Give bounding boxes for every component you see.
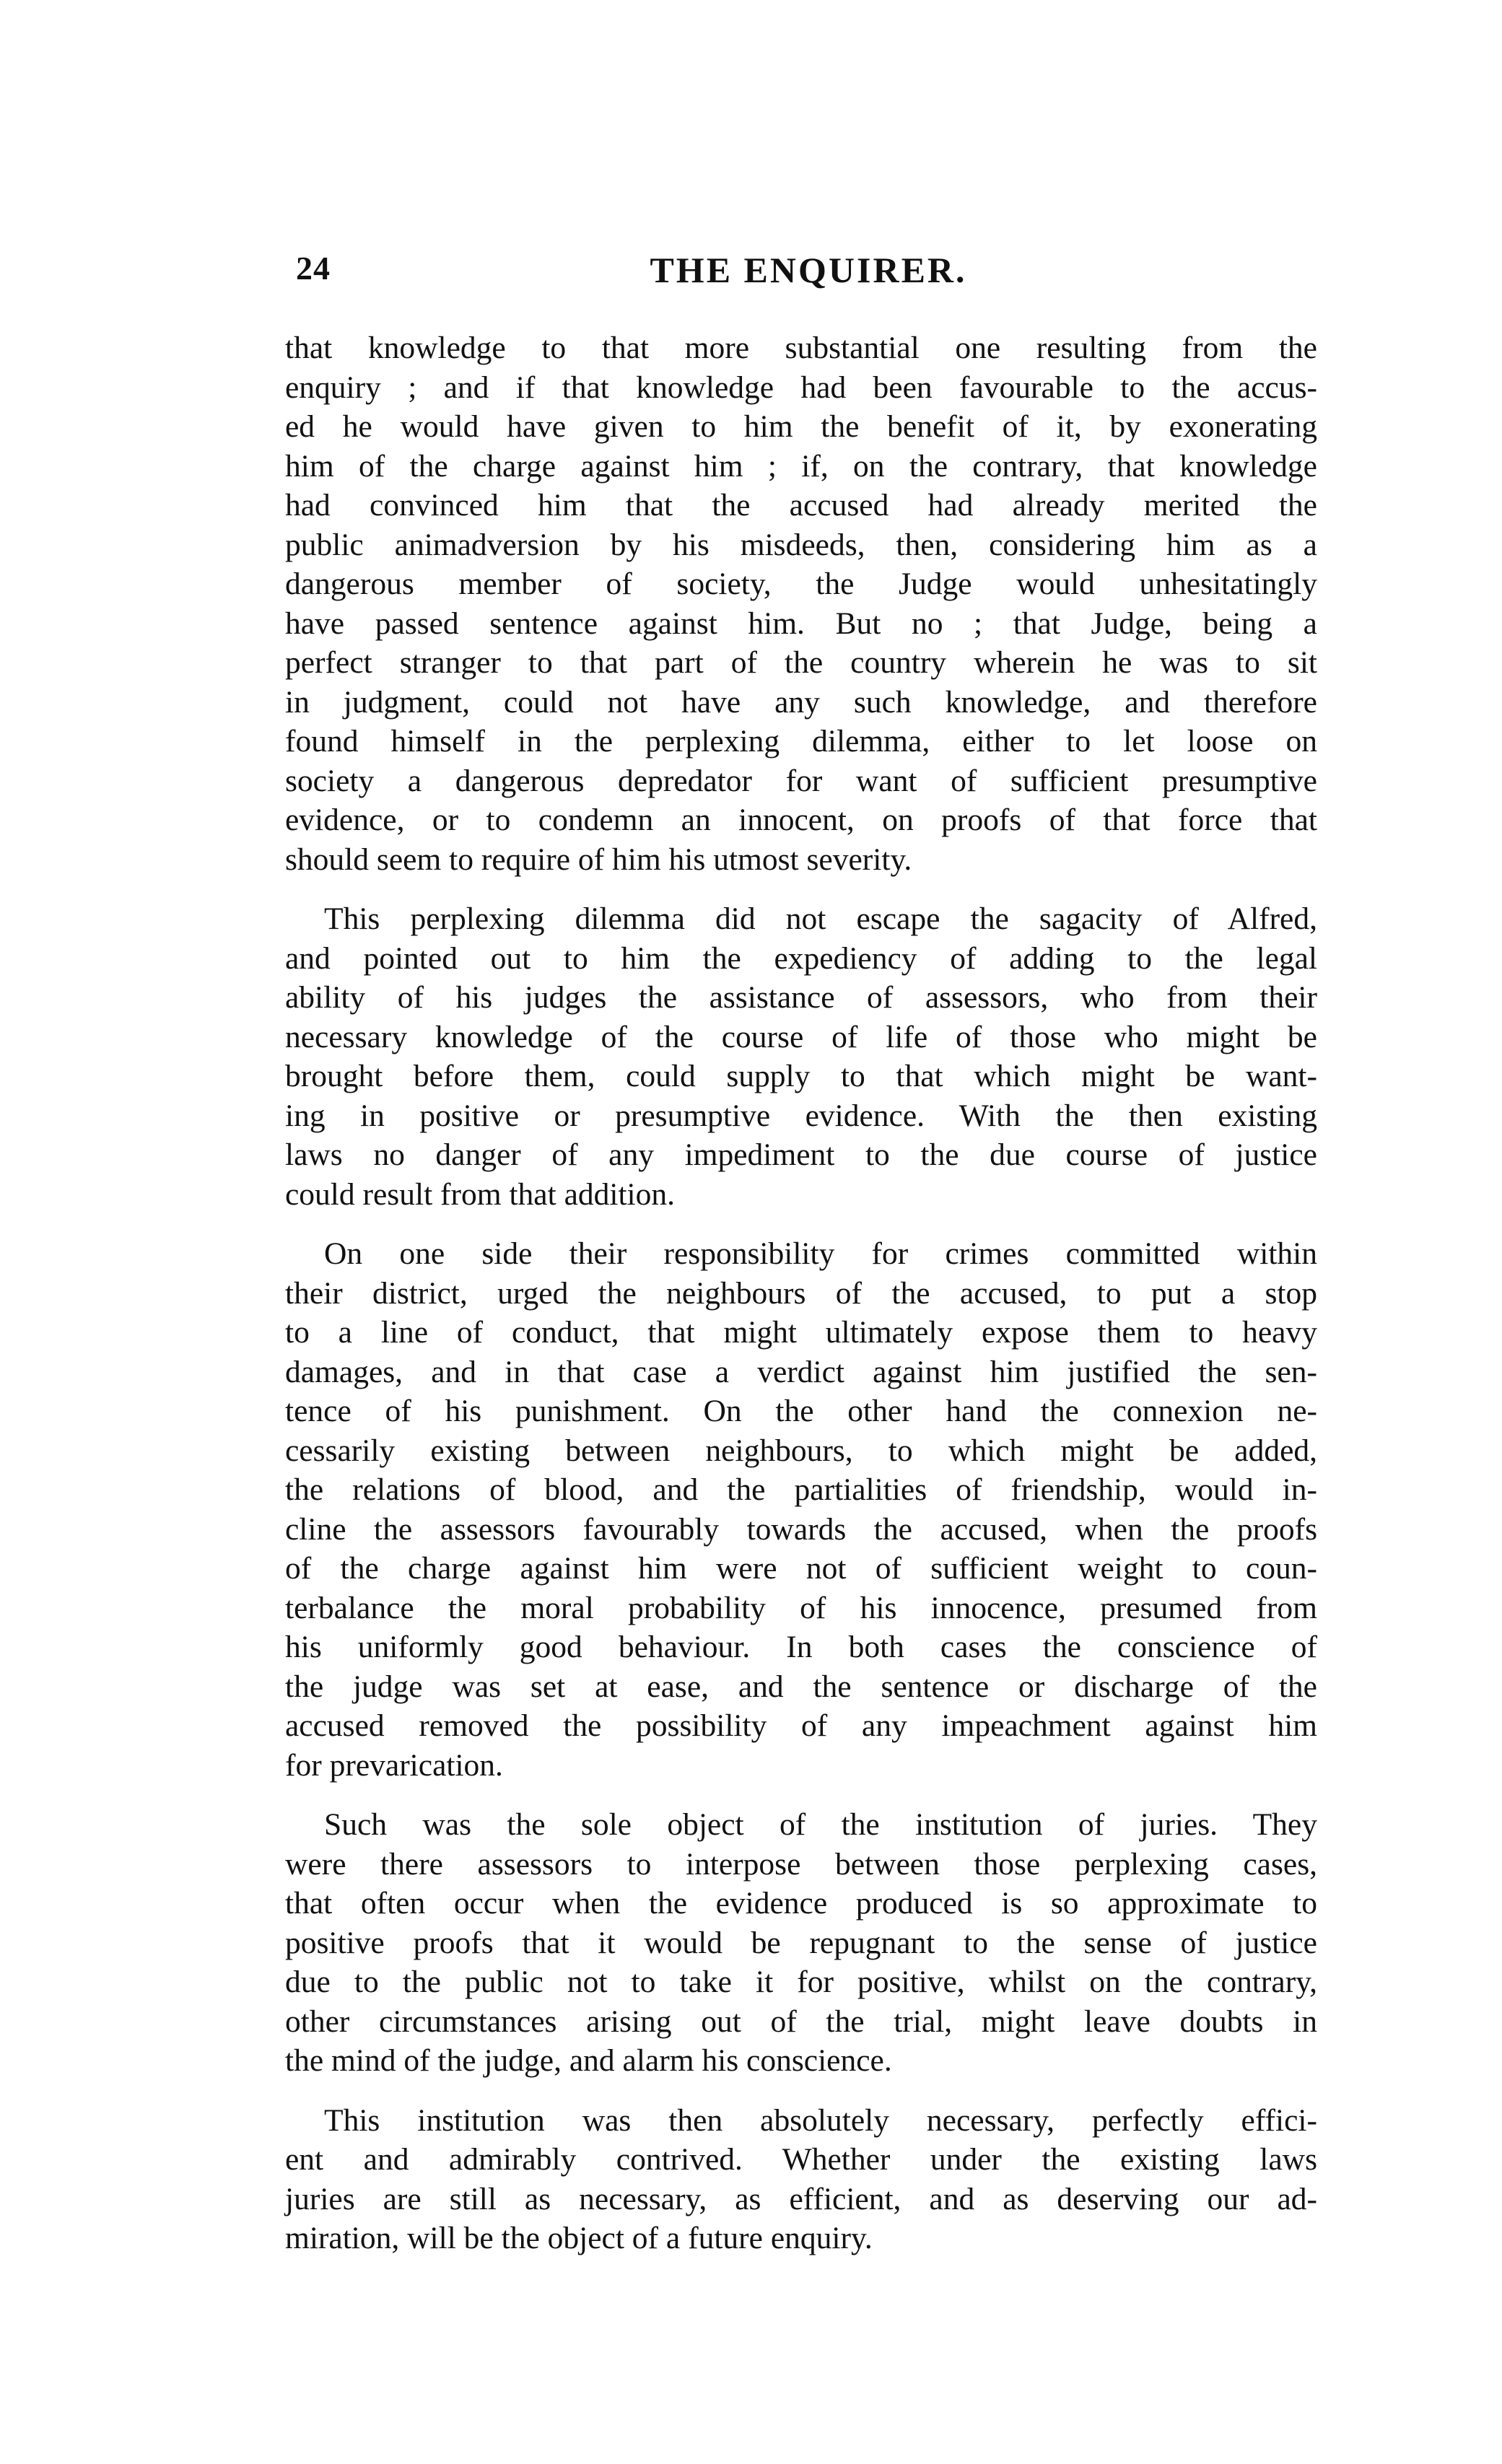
text-line — [285, 2101, 1317, 2141]
line-text: juries are still as necessary, as efficient, and as deserving our ad- — [285, 2181, 1317, 2216]
line-text: positive proofs that it would be repugnant to the sense of justice — [285, 1925, 1317, 1960]
text-line — [285, 1923, 1317, 1963]
line-text: evidence, or to condemn an innocent, on proofs of that force that — [285, 803, 1317, 837]
line-text: the relations of blood, and the partialities of friendship, would in- — [285, 1472, 1317, 1507]
text-line — [285, 722, 1317, 761]
text-line — [285, 1510, 1317, 1550]
line-text: should seem to require of him his utmost severity. — [285, 842, 912, 877]
text-line — [285, 564, 1317, 604]
text-line — [285, 1470, 1317, 1510]
text-line — [285, 1805, 1317, 1845]
line-text: found himself in the perplexing dilemma, either to let loose on — [285, 724, 1317, 759]
line-text: accused removed the possibility of any impeachment against him — [285, 1708, 1317, 1743]
line-text: that often occur when the evidence produced is so approximate to — [285, 1886, 1317, 1921]
text-line — [285, 1845, 1317, 1884]
line-text: ed he would have given to him the benefit of it, by exonerating — [285, 409, 1317, 444]
line-text: of the charge against him were not of sufficient weight to coun- — [285, 1551, 1317, 1586]
line-text: On one side their responsibility for crimes committed within — [324, 1236, 1317, 1271]
paragraph — [285, 2101, 1317, 2258]
line-text: were there assessors to interpose between those perplexing cases, — [285, 1846, 1317, 1882]
text-line — [285, 2002, 1317, 2042]
text-line — [285, 368, 1317, 408]
text-line — [285, 1884, 1317, 1923]
line-text: could result from that addition. — [285, 1176, 676, 1212]
text-line — [285, 1628, 1317, 1667]
text-line — [285, 1096, 1317, 1136]
paragraph — [285, 328, 1317, 879]
line-text: in judgment, could not have any such knowledge, and therefore — [285, 684, 1317, 720]
line-text: for prevarication. — [285, 1747, 503, 1783]
line-text: ent and admirably contrived. Whether under the existing laws — [285, 2142, 1317, 2177]
line-text: have passed sentence against him. But no ; that Judge, being a — [285, 606, 1317, 641]
line-text: society a dangerous depredator for want of sufficient presumptive — [285, 763, 1317, 798]
line-text: their district, urged the neighbours of the accused, to put a stop — [285, 1275, 1317, 1311]
line-text: ing in positive or presumptive evidence. With the then existing — [285, 1098, 1317, 1133]
text-line — [285, 1589, 1317, 1628]
text-line — [285, 2140, 1317, 2180]
text-line — [285, 1746, 1317, 1786]
line-text: laws no danger of any impediment to the due course of justice — [285, 1137, 1317, 1172]
line-text: had convinced him that the accused had already merited the — [285, 488, 1317, 523]
text-line — [285, 1274, 1317, 1314]
line-text: due to the public not to take it for positive, whilst on the contrary, — [285, 1965, 1317, 1999]
text-line — [285, 1313, 1317, 1353]
line-text: his uniformly good behaviour. In both cases the conscience of — [285, 1630, 1317, 1664]
paragraph — [285, 1805, 1317, 2081]
text-line — [285, 2041, 1317, 2081]
line-text: dangerous member of society, the Judge would unhesitatingly — [285, 567, 1317, 601]
text-line — [285, 1549, 1317, 1589]
text-line — [285, 328, 1317, 368]
line-text: and pointed out to him the expediency of adding to the legal — [285, 940, 1317, 976]
line-text: cline the assessors favourably towards the accused, when the proofs — [285, 1511, 1317, 1547]
paragraph — [285, 899, 1317, 1214]
text-line — [285, 1392, 1317, 1431]
line-text: damages, and in that case a verdict against him justified the sen- — [285, 1354, 1317, 1389]
line-text: ability of his judges the assistance of assessors, who from their — [285, 980, 1317, 1015]
paragraph — [285, 1234, 1317, 1785]
body-text — [285, 328, 1317, 2279]
text-line — [285, 1135, 1317, 1175]
line-text: This perplexing dilemma did not escape the sagacity of Alfred, — [324, 901, 1317, 936]
line-text: brought before them, could supply to that which might be want- — [285, 1059, 1317, 1093]
line-text: miration, will be the object of a future enquiry. — [285, 2221, 873, 2255]
line-text: that knowledge to that more substantial one resulting from the — [285, 331, 1317, 365]
text-line — [285, 1057, 1317, 1096]
line-text: cessarily existing between neighbours, to which might be added, — [285, 1433, 1317, 1468]
line-text: necessary knowledge of the course of life of those who might be — [285, 1019, 1317, 1054]
line-text: tence of his punishment. On the other hand the connexion ne- — [285, 1394, 1317, 1428]
text-line — [285, 1962, 1317, 2002]
text-line — [285, 486, 1317, 525]
text-line — [285, 761, 1317, 801]
text-line — [285, 1667, 1317, 1707]
line-text: the judge was set at ease, and the sentence or discharge of the — [285, 1669, 1317, 1704]
text-line — [285, 1431, 1317, 1471]
text-line — [285, 1018, 1317, 1057]
text-line — [285, 899, 1317, 939]
line-text: to a line of conduct, that might ultimately expose them to heavy — [285, 1315, 1317, 1350]
line-text: This institution was then absolutely necessary, perfectly effici- — [324, 2102, 1317, 2138]
line-text: public animadversion by his misdeeds, then, considering him as a — [285, 527, 1317, 562]
text-line — [285, 978, 1317, 1018]
text-line — [285, 1706, 1317, 1746]
page-header — [296, 249, 1321, 300]
text-line — [285, 643, 1317, 683]
text-line — [285, 1234, 1317, 1274]
text-line — [285, 447, 1317, 486]
text-line — [285, 800, 1317, 840]
line-text: other circumstances arising out of the trial, might leave doubts in — [285, 2004, 1317, 2039]
text-line — [285, 407, 1317, 447]
text-line — [285, 683, 1317, 722]
line-text: him of the charge against him ; if, on the contrary, that knowledge — [285, 448, 1317, 484]
text-line — [285, 1353, 1317, 1392]
line-text: the mind of the judge, and alarm his conscience. — [285, 2043, 892, 2078]
text-line — [285, 840, 1317, 880]
text-line — [285, 939, 1317, 979]
running-head: THE ENQUIRER. — [650, 250, 967, 290]
text-line — [285, 1175, 1317, 1215]
text-line — [285, 2219, 1317, 2258]
page-number: 24 — [296, 250, 331, 287]
line-text: perfect stranger to that part of the country wherein he was to sit — [285, 645, 1317, 680]
line-text: Such was the sole object of the institution of juries. They — [324, 1807, 1317, 1842]
line-text: enquiry ; and if that knowledge had been favourable to the accus- — [285, 370, 1317, 405]
text-line — [285, 2180, 1317, 2219]
line-text: terbalance the moral probability of his innocence, presumed from — [285, 1590, 1317, 1625]
text-line — [285, 525, 1317, 565]
text-line — [285, 604, 1317, 644]
